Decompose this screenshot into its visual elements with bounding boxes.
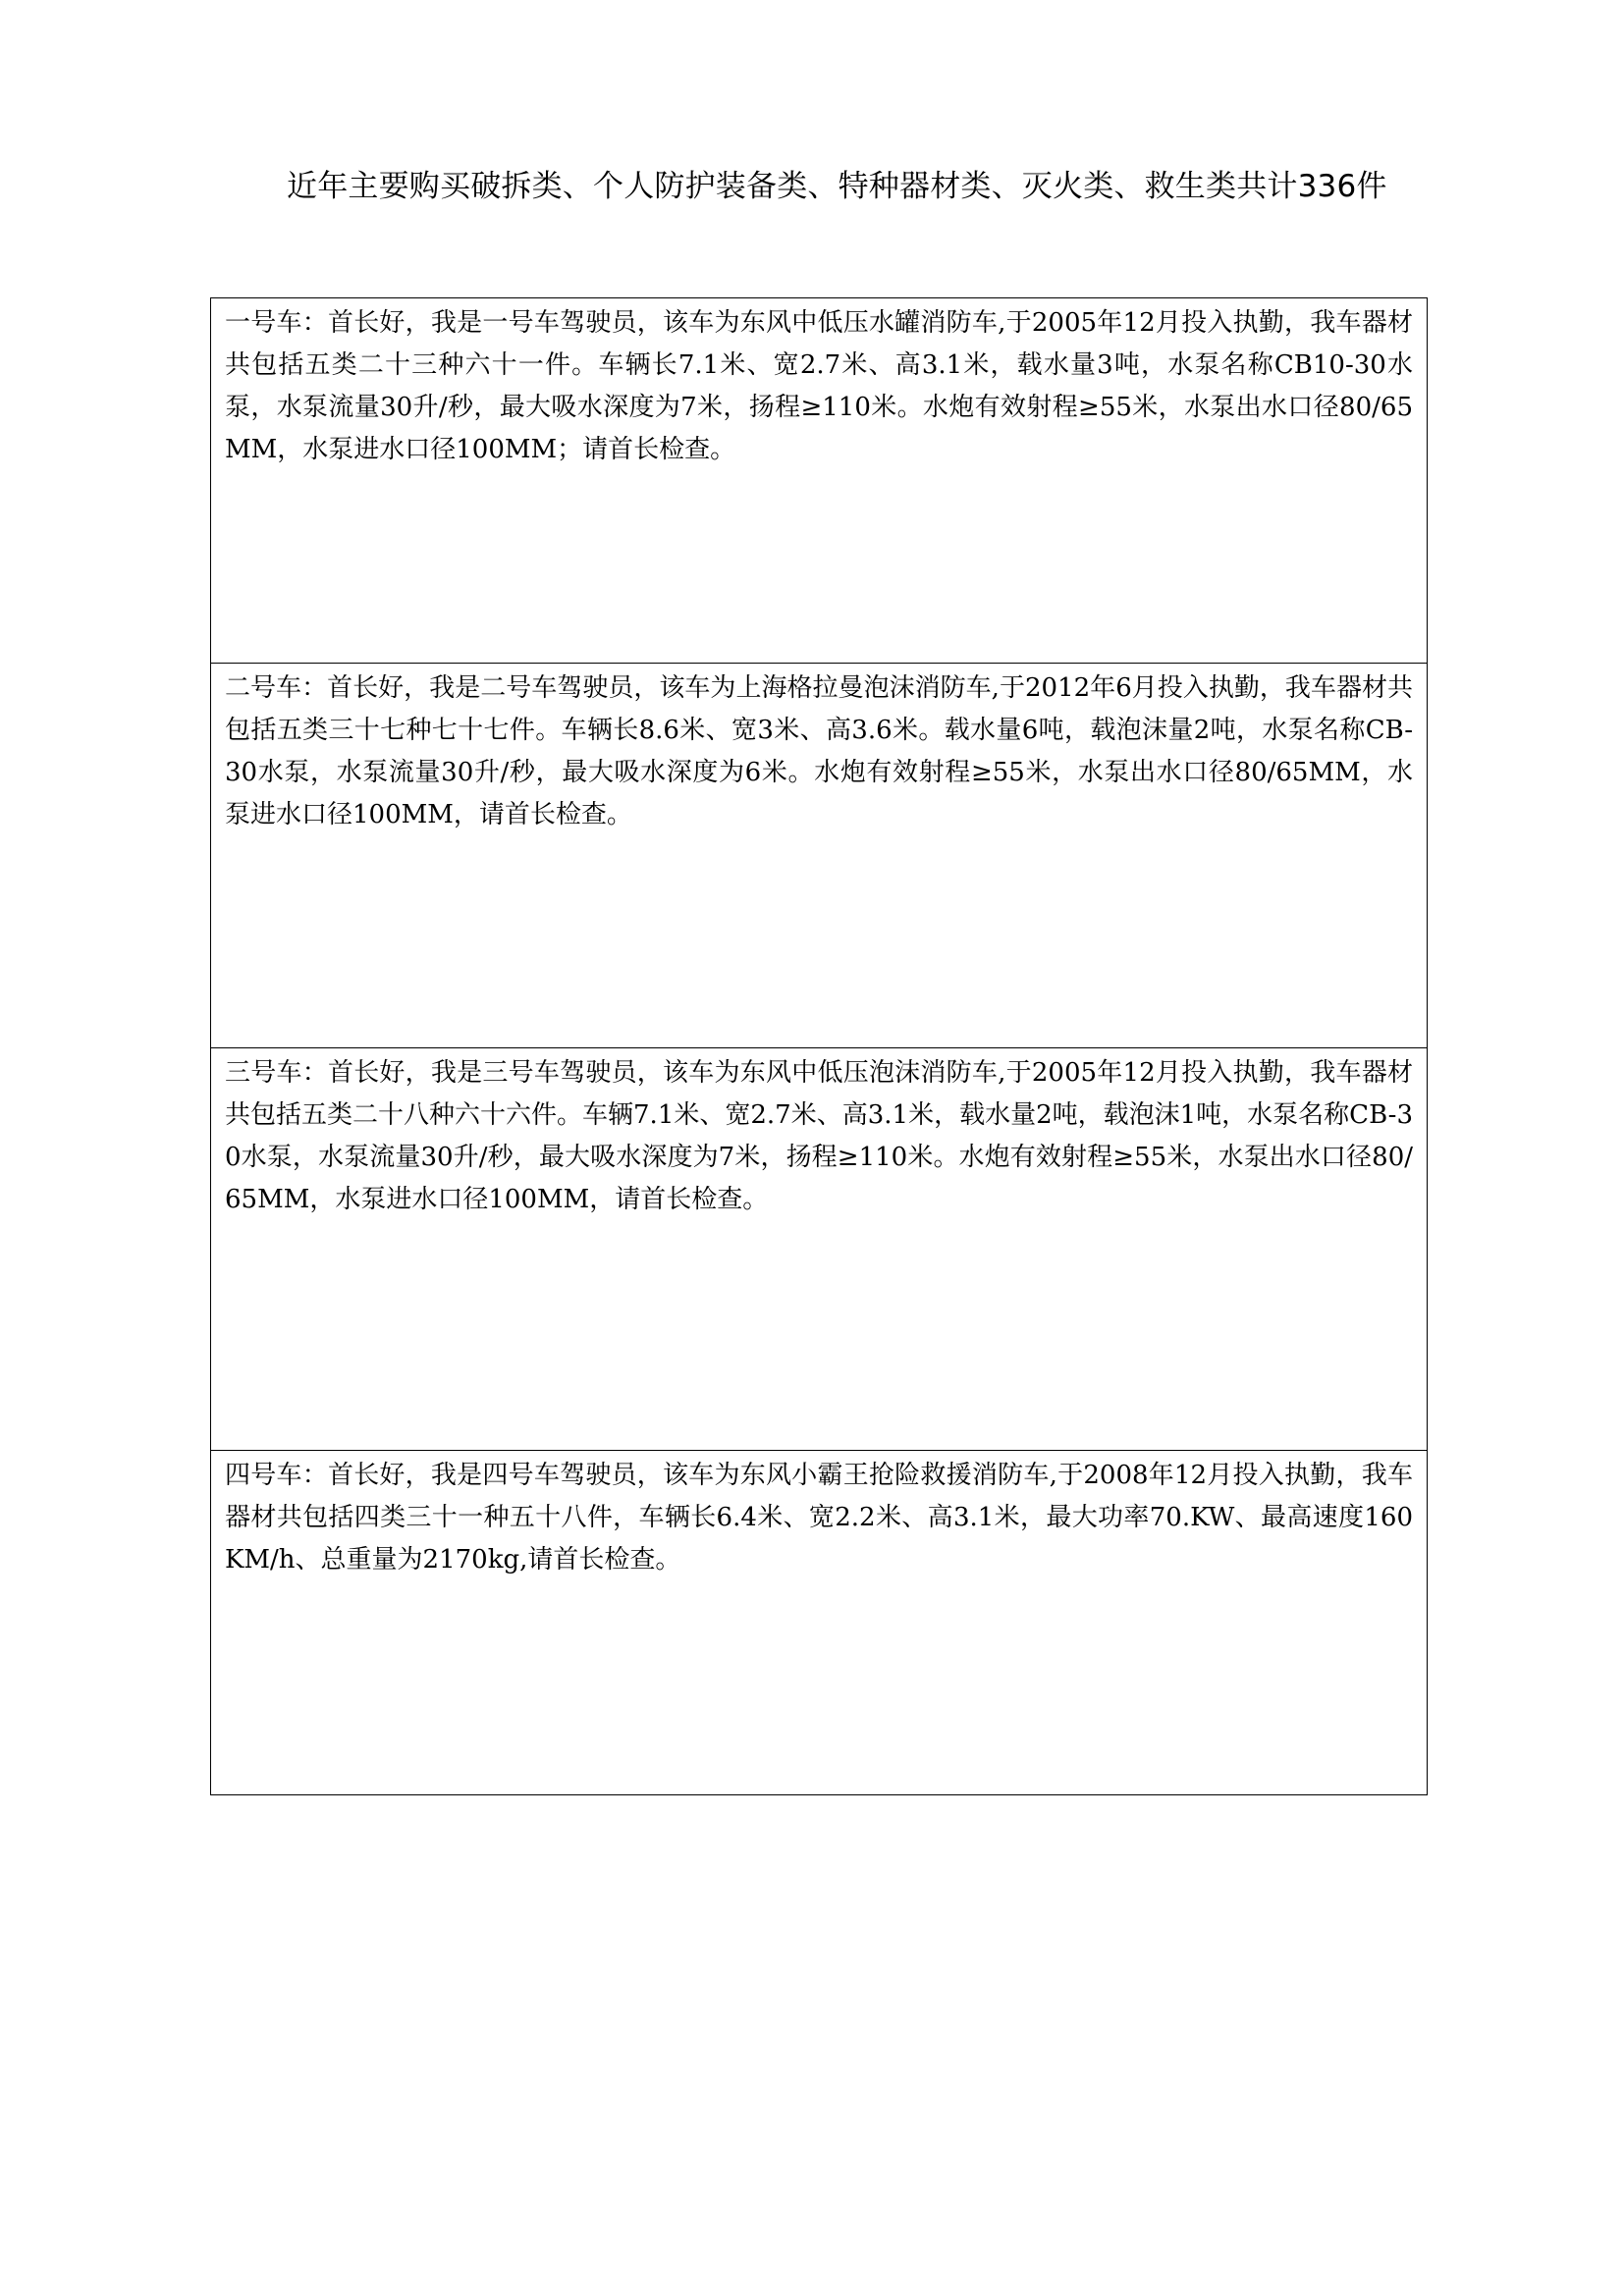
- vehicle-2-cell: 二号车：首长好，我是二号车驾驶员，该车为上海格拉曼泡沫消防车,于2012年6月投入执勤，我车器材共包括五类三十七种七十七件。车辆长8.6米、宽3米、高3.6米。载水量6吨，载泡沫量2吨，水泵名称CB-30水泵，水泵流量30升/秒，最大吸水深度为6米。水炮有效射程≥55米，水泵出水口径80/65MM，水泵进水口径100MM，请首长检查。: [211, 664, 1428, 1048]
- table-row: [211, 1451, 1428, 1795]
- vehicle-3-cell: 三号车：首长好，我是三号车驾驶员，该车为东风中低压泡沫消防车,于2005年12月投入执勤，我车器材共包括五类二十八种六十六件。车辆7.1米、宽2.7米、高3.1米，载水量2吨，载泡沫1吨，水泵名称CB-30水泵，水泵流量30升/秒，最大吸水深度为7米，扬程≥110米。水炮有效射程≥55米，水泵出水口径80/65MM，水泵进水口径100MM，请首长检查。: [211, 1048, 1428, 1451]
- table-row: [211, 298, 1428, 664]
- intro-paragraph: [210, 145, 1428, 228]
- intro-text: 近年主要购买破拆类、个人防护装备类、特种器材类、灭火类、救生类共计336件: [287, 169, 1387, 204]
- vehicle-table: [210, 297, 1428, 1795]
- vehicle-1-cell: 一号车：首长好，我是一号车驾驶员，该车为东风中低压水罐消防车,于2005年12月投入执勤，我车器材共包括五类二十三种六十一件。车辆长7.1米、宽2.7米、高3.1米，载水量3吨，水泵名称CB10-30水泵，水泵流量30升/秒，最大吸水深度为7米，扬程≥110米。水炮有效射程≥55米，水泵出水口径80/65MM，水泵进水口径100MM；请首长检查。: [211, 298, 1428, 664]
- table-row: [211, 664, 1428, 1048]
- table-row: [211, 1048, 1428, 1451]
- vehicle-4-cell: 四号车：首长好，我是四号车驾驶员，该车为东风小霸王抢险救援消防车,于2008年12月投入执勤，我车器材共包括四类三十一种五十八件，车辆长6.4米、宽2.2米、高3.1米，最大功率70.KW、最高速度160KM/h、总重量为2170kg,请首长检查。: [211, 1451, 1428, 1795]
